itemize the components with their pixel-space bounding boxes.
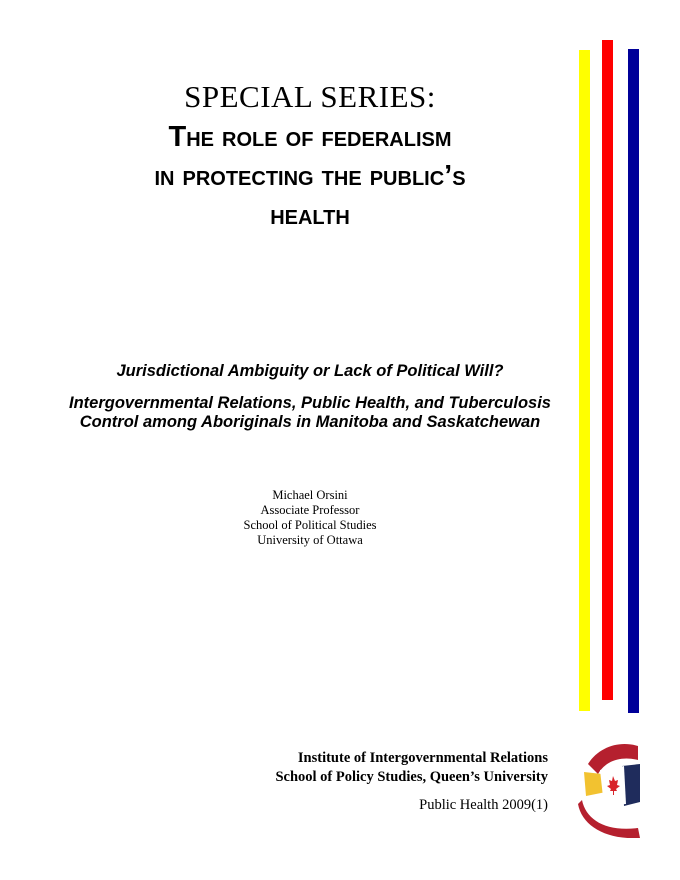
red-stripe <box>602 40 613 700</box>
paper-title: Jurisdictional Ambiguity or Lack of Political Will? <box>116 362 504 380</box>
author-university: University of Ottawa <box>257 533 363 547</box>
series-title-line: in protecting the public’s <box>154 160 466 192</box>
paper-subtitle-line: Intergovernmental Relations, Public Health, and Tuberculosis <box>69 394 551 412</box>
blue-stripe <box>628 49 639 713</box>
author-block <box>160 488 460 548</box>
author-name: Michael Orsini <box>272 488 348 502</box>
paper-subtitle <box>20 394 600 432</box>
institute-logo-icon <box>578 740 642 838</box>
series-title-line: The role of federalism <box>168 121 452 153</box>
author-department: School of Political Studies <box>243 518 377 532</box>
publication-label: Public Health 2009(1) <box>419 797 548 813</box>
institute-name: Institute of Intergovernmental Relations <box>297 750 548 766</box>
series-title-line: health <box>270 199 350 231</box>
logo-red-bottom-arc <box>578 800 640 838</box>
author-position: Associate Professor <box>260 503 360 517</box>
paper-subtitle-line: Control among Aboriginals in Manitoba and Saskatchewan <box>79 413 541 431</box>
institute-block <box>275 749 548 787</box>
series-label: SPECIAL SERIES: <box>184 79 436 114</box>
series-title <box>60 118 560 235</box>
school-name: School of Policy Studies, Queen’s University <box>275 769 548 785</box>
paper-title-block <box>20 360 600 432</box>
series-heading <box>60 78 560 235</box>
